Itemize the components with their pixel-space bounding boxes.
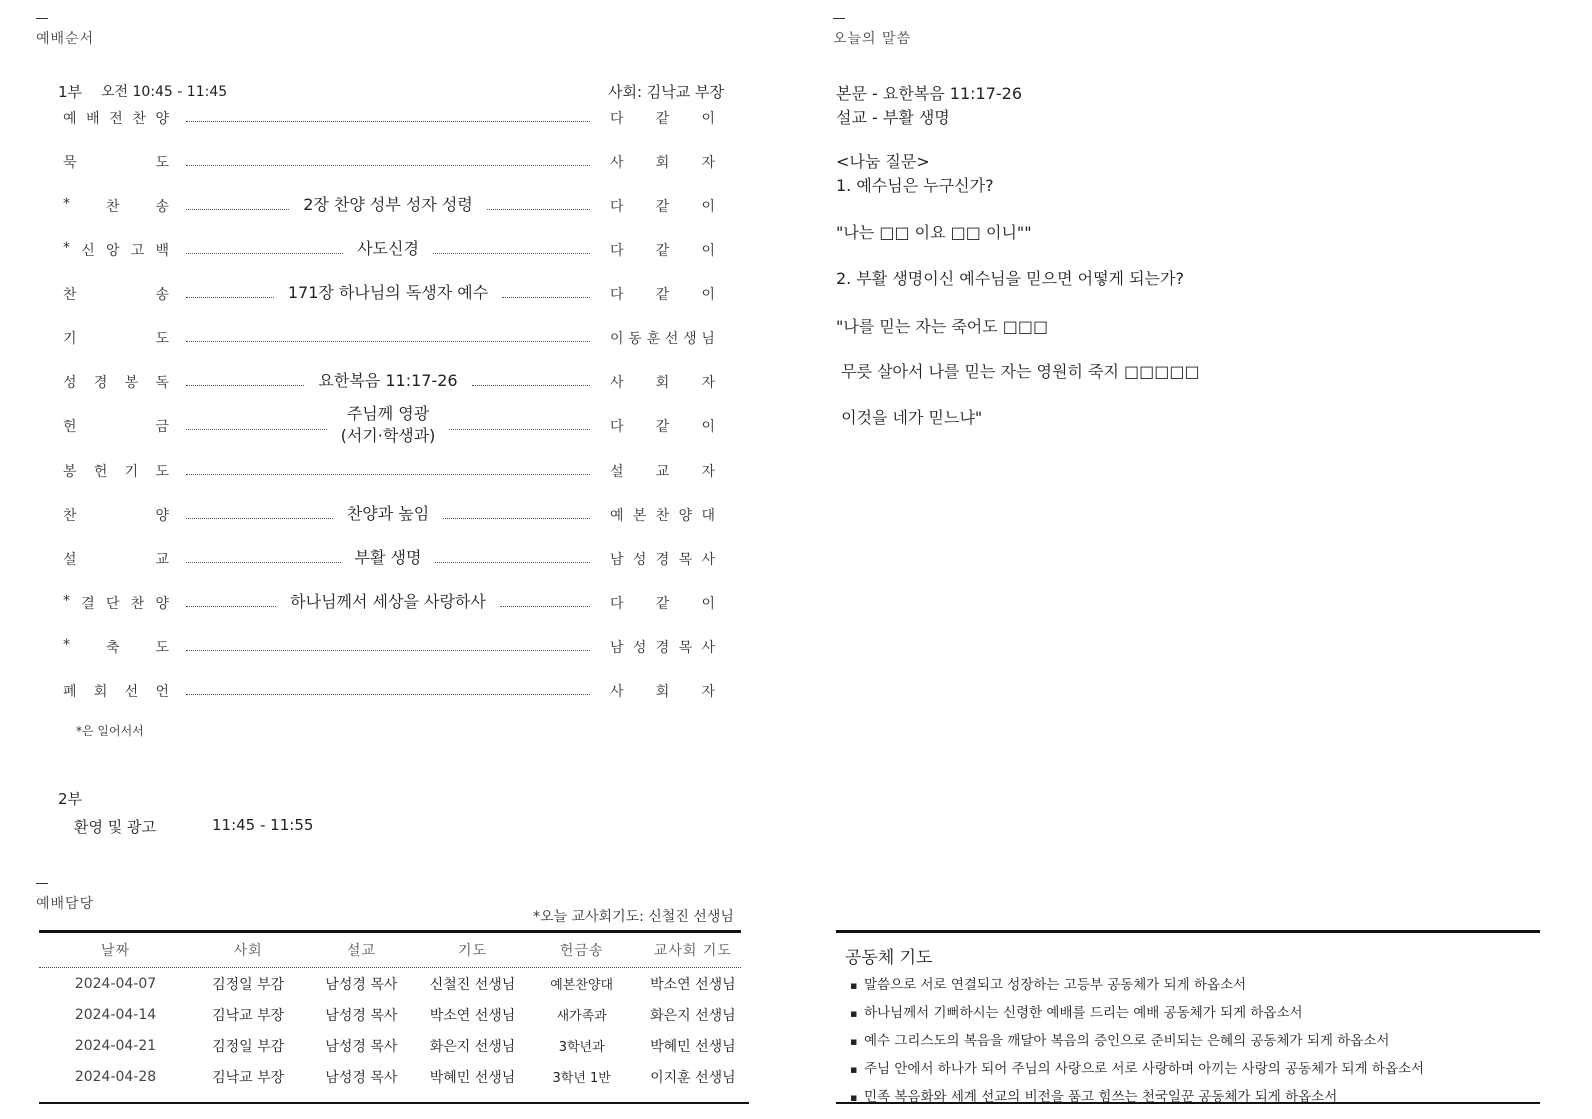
order-item-label [63,152,169,170]
label-char: 교 [155,552,169,568]
order-item-leader-person [610,372,715,390]
cell-prayer: 박소연 선생님 [429,1007,516,1024]
dotted-leader [186,253,343,254]
prayer-top-rule [836,930,1540,933]
question-1: 1. 예수님은 누구신가? [836,176,994,195]
part1-label: 1부 [58,83,83,101]
label-char: 송 [155,199,169,215]
dotted-leader [186,562,341,563]
who-char: 사 [701,640,715,656]
order-row [63,502,723,526]
order-item-label [63,328,169,346]
order-item-title: 171장 하나님의 독생자 예수 [287,283,489,302]
order-row [63,281,723,305]
part2-time: 11:45 - 11:55 [212,816,314,834]
order-item-title: 부활 생명 [354,548,422,567]
label-char: 금 [155,419,169,435]
label-char: 도 [155,464,169,480]
table-header-row [39,932,749,968]
who-char: 생 [683,331,697,347]
label-char: 언 [155,684,169,700]
part2-label: 2부 [58,790,83,808]
order-item-leader-person [610,108,715,126]
label-char: 앙 [105,243,120,259]
who-char: 회 [655,684,670,700]
who-char: 이 [701,199,715,215]
section-dash [36,883,48,884]
sharing-heading: <나눔 질문> [836,152,930,171]
order-row [63,325,723,349]
label-char: 양 [155,111,169,127]
order-item-label [63,461,169,479]
order-item-label [63,284,169,302]
order-row [63,590,723,614]
label-char: 폐 [63,684,77,700]
label-char: 찬 [132,111,146,127]
label-char: 찬 [63,287,77,303]
who-char: 설 [610,464,624,480]
label-char: 송 [155,287,169,303]
question-1-answer: "나는 □□ 이요 □□ 이니"" [836,223,1032,242]
order-item-label [63,372,169,390]
order-item-leader-person [610,240,715,258]
label-char: 도 [155,155,169,171]
who-char: 다 [610,596,624,612]
who-char: 사 [610,684,624,700]
prayer-item: ▪ 말씀으로 서로 연결되고 성장하는 고등부 공동체가 되게 하옵소서 [850,973,1246,993]
who-char: 이 [610,331,624,347]
cell-sermon: 남성경 목사 [325,976,398,993]
label-char: 설 [63,552,77,568]
who-char: 목 [678,552,693,568]
order-item-leader-person [610,328,715,346]
cell-host: 김낙교 부장 [212,1007,285,1024]
prayer-item: ▪ 예수 그리스도의 복음을 깨달아 복음의 증인으로 준비되는 은혜의 공동체가 되게 하옵소서 [850,1029,1389,1049]
label-char: 도 [155,640,169,656]
cell-prayer: 화은지 선생님 [429,1038,516,1055]
who-char: 다 [610,243,624,259]
who-char: 남 [610,640,624,656]
header-host: 사회 [233,943,263,959]
who-char: 대 [701,508,715,524]
order-item-title: 주님께 영광 (서기·학생과) [340,404,436,445]
sermon-text: 본문 - 요한복음 11:17-26 [836,84,1023,103]
cell-date: 2024-04-21 [74,1037,157,1054]
order-item-label [63,108,169,126]
who-char: 같 [655,243,670,259]
label-char: * [63,637,70,653]
who-char: 다 [610,199,624,215]
dotted-leader [500,606,590,607]
order-item-leader-person [610,593,715,611]
label-char: 독 [155,375,169,391]
order-item-label [63,637,169,655]
order-row [63,546,723,570]
who-char: 성 [632,640,647,656]
order-row [63,369,723,393]
order-item-leader [186,404,590,445]
cell-sermon: 남성경 목사 [325,1069,398,1086]
who-char: 이 [701,596,715,612]
who-char: 선 [664,331,679,347]
label-char: 양 [155,596,169,612]
order-item-label [63,240,169,258]
who-char: 이 [701,243,715,259]
part1-time: 오전 10:45 - 11:45 [101,84,228,100]
who-char: 이 [701,287,715,303]
order-item-leader [186,546,590,570]
who-char: 자 [701,464,715,480]
header-teacher-prayer: 교사회 기도 [653,943,732,959]
label-char: 봉 [124,375,139,391]
cell-offering-song: 3학년 1반 [552,1071,611,1086]
who-char: 남 [610,552,624,568]
who-char: 훈 [646,331,661,347]
standing-note: *은 일어서서 [76,724,144,738]
dotted-leader [487,209,590,210]
cell-host: 김정일 부감 [212,1038,285,1055]
dotted-leader [435,562,590,563]
table-row [39,1030,749,1061]
label-char: 배 [86,111,100,127]
who-char: 찬 [655,508,670,524]
order-item-title: 찬양과 높임 [346,504,430,523]
who-char: 사 [610,375,624,391]
order-item-title: 2장 찬양 성부 성자 성령 [303,195,473,214]
dotted-leader [433,253,590,254]
who-char: 같 [655,287,670,303]
order-item-leader-person [610,549,715,567]
order-item-leader-person [610,416,715,434]
label-char: 헌 [63,419,77,435]
who-char: 성 [632,552,647,568]
order-item-label [63,196,169,214]
cell-offering-song: 예본찬양대 [550,978,614,993]
table-row [39,999,749,1030]
order-row [63,458,723,482]
table-row [39,968,749,999]
dotted-leader [186,165,590,166]
who-char: 회 [655,375,670,391]
label-char: 결 [81,596,95,612]
prayer-section-title: 공동체 기도 [845,948,933,968]
dotted-leader [186,429,327,430]
cell-prayer: 신철진 선생님 [429,976,516,993]
order-item-label [63,593,169,611]
who-char: 이 [701,111,715,127]
table-bottom-rule [39,1102,749,1104]
dotted-leader [186,650,590,651]
who-char: 자 [701,375,715,391]
who-char: 동 [628,331,642,347]
label-char: 백 [155,243,169,259]
who-char: 자 [701,684,715,700]
label-char: 회 [93,684,108,700]
header-prayer: 기도 [458,943,488,959]
who-char: 님 [701,331,715,347]
label-char: 선 [124,684,139,700]
label-char: 묵 [63,155,77,171]
cell-prayer: 박혜민 선생님 [429,1069,516,1086]
prayer-item: ▪ 민족 복음화와 세계 선교의 비전을 품고 힘쓰는 천국일꾼 공동체가 되게 하옵소서 [850,1085,1337,1105]
label-char: 찬 [63,508,77,524]
cell-host: 김낙교 부장 [212,1069,285,1086]
dotted-leader [186,297,274,298]
section-dash [36,18,48,19]
order-item-leader [186,237,590,261]
who-char: 본 [632,508,647,524]
cell-teacher-prayer: 박혜민 선생님 [650,1038,736,1055]
who-char: 목 [678,640,693,656]
dotted-leader [186,341,590,342]
order-item-title: 요한복음 11:17-26 [318,371,458,390]
label-char: 도 [155,331,169,347]
label-char: 전 [109,111,123,127]
who-char: 다 [610,287,624,303]
order-item-label [63,505,169,523]
label-char: 기 [124,464,139,480]
section-dash [833,18,845,19]
dotted-leader [502,297,590,298]
question-2: 2. 부활 생명이신 예수님을 믿으면 어떻게 되는가? [836,269,1184,288]
dotted-leader [186,385,304,386]
cell-sermon: 남성경 목사 [325,1007,398,1024]
cell-offering-song: 3학년과 [558,1040,605,1055]
question-2-answer-line-1: "나를 믿는 자는 죽어도 □□□ [836,317,1049,336]
order-item-leader-person [610,637,715,655]
order-row [63,193,723,217]
cell-offering-song: 새가족과 [556,1009,607,1024]
order-item-leader [186,325,590,349]
cell-teacher-prayer: 이지훈 선생님 [650,1069,736,1086]
who-char: 같 [655,111,670,127]
order-row [63,404,723,445]
order-item-label [63,549,169,567]
order-item-title: 하나님께서 세상을 사랑하사 [290,592,486,611]
who-char: 사 [701,552,715,568]
order-row [63,634,723,658]
header-offering-song: 헌금송 [559,943,604,959]
prayer-item: ▪ 주님 안에서 하나가 되어 주님의 사랑으로 서로 사랑하며 아끼는 사랑의 공동체가 되게 하옵소서 [850,1057,1424,1077]
cell-sermon: 남성경 목사 [325,1038,398,1055]
who-char: 같 [655,199,670,215]
label-char: 예 [63,111,77,127]
who-char: 자 [701,155,715,171]
dotted-leader [186,121,590,122]
who-char: 예 [610,508,624,524]
who-char: 다 [610,419,624,435]
table-row [39,1061,749,1092]
cell-host: 김정일 부감 [212,976,285,993]
order-item-label [63,681,169,699]
order-item-leader-person [610,284,715,302]
order-item-leader [186,105,590,129]
order-item-label [63,416,169,434]
who-char: 경 [655,552,670,568]
who-char: 사 [610,155,624,171]
label-char: 경 [93,375,108,391]
cell-date: 2024-04-14 [74,1006,157,1023]
label-char: * [63,196,70,212]
order-item-leader [186,678,590,702]
sermon-title: 설교 - 부활 생명 [836,108,950,127]
order-item-leader [186,502,590,526]
order-row [63,237,723,261]
question-2-answer-line-2: 무릇 살아서 나를 믿는 자는 영원히 죽지 □□□□□ [836,362,1200,381]
order-section-title: 예배순서 [36,31,95,47]
who-char: 경 [655,640,670,656]
who-char: 회 [655,155,670,171]
who-char: 같 [655,419,670,435]
order-row [63,678,723,702]
dotted-leader [186,606,276,607]
order-item-leader [186,369,590,393]
order-item-leader [186,634,590,658]
dotted-leader [186,474,590,475]
label-char: * [63,593,70,609]
order-item-leader-person [610,152,715,170]
order-row [63,105,723,129]
prayer-item: ▪ 하나님께서 기뻐하시는 신령한 예배를 드리는 예배 공동체가 되게 하옵소서 [850,1001,1303,1021]
label-char: 찬 [105,199,120,215]
order-item-leader-person [610,505,715,523]
teacher-prayer-note: *오늘 교사회기도: 신철진 선생님 [533,909,734,925]
header-sermon: 설교 [346,943,376,959]
label-char: 단 [105,596,120,612]
label-char: 봉 [63,464,77,480]
who-char: 같 [655,596,670,612]
who-char: 양 [678,508,693,524]
cell-teacher-prayer: 박소연 선생님 [650,976,736,993]
order-item-leader [186,149,590,173]
order-item-leader-person [610,196,715,214]
label-char: 고 [130,243,145,259]
label-char: 헌 [93,464,108,480]
header-date: 날짜 [100,943,131,959]
duty-section-title: 예배담당 [36,896,95,912]
order-item-leader-person [610,461,715,479]
who-char: 다 [610,111,624,127]
order-item-title: 사도신경 [357,239,419,258]
label-char: 기 [63,331,77,347]
dotted-leader [186,694,590,695]
who-char: 교 [655,464,670,480]
cell-date: 2024-04-07 [74,975,157,992]
duty-table [39,932,749,1092]
order-item-leader-person [610,681,715,699]
dotted-leader [186,518,333,519]
dotted-leader [186,209,289,210]
dotted-leader [449,429,590,430]
dotted-leader [472,385,590,386]
label-char: 찬 [130,596,145,612]
label-char: 축 [105,640,120,656]
dotted-leader [443,518,590,519]
order-item-leader [186,458,590,482]
who-char: 이 [701,419,715,435]
label-char: 성 [63,375,77,391]
part2-item: 환영 및 광고 [74,818,156,836]
label-char: 신 [81,243,95,259]
order-item-leader [186,590,590,614]
order-row [63,149,723,173]
order-item-leader [186,281,590,305]
question-2-answer-line-3: 이것을 네가 믿느냐" [836,408,983,427]
sermon-section-title: 오늘의 말씀 [833,31,912,47]
part1-host: 사회: 김낙교 부장 [608,83,725,101]
order-item-leader [186,193,590,217]
cell-date: 2024-04-28 [74,1068,157,1085]
label-char: * [63,240,70,256]
label-char: 양 [155,508,169,524]
cell-teacher-prayer: 화은지 선생님 [650,1007,736,1024]
